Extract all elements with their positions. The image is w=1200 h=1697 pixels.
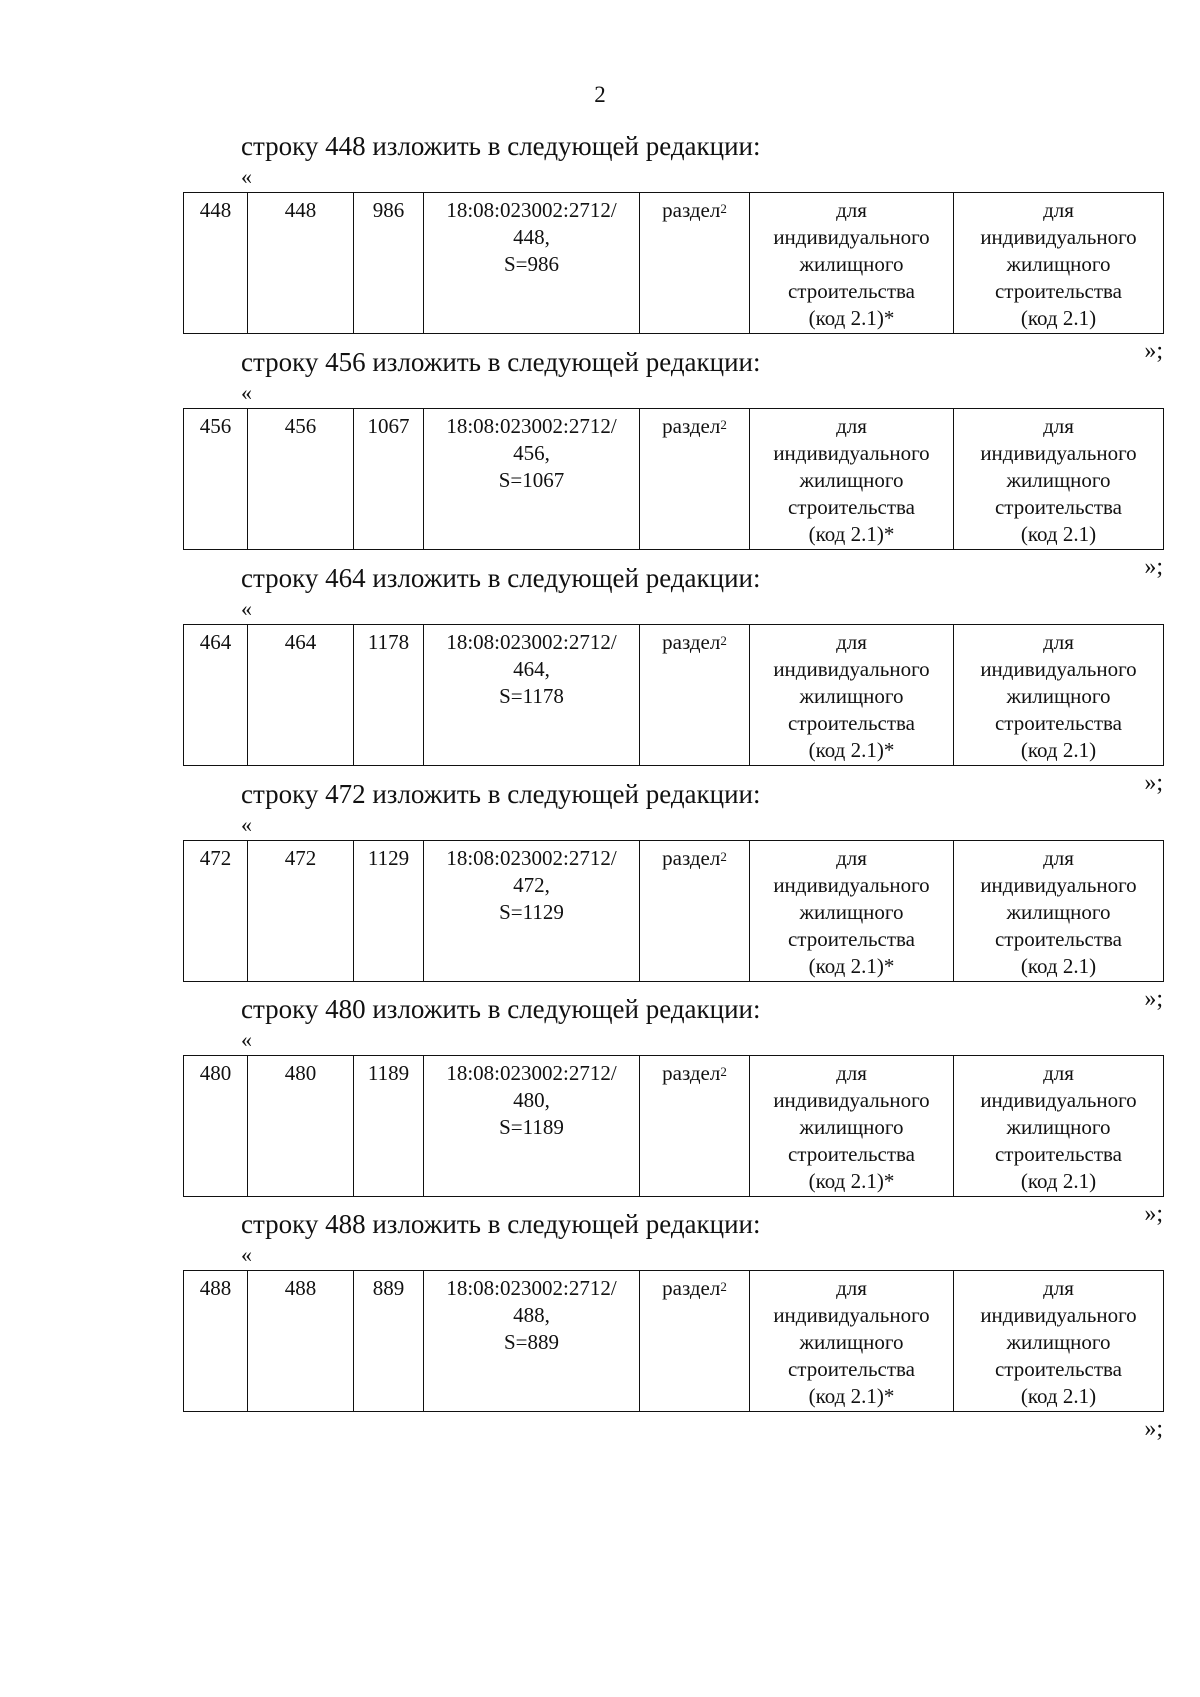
amendment-block bbox=[183, 346, 1163, 582]
opening-quote: « bbox=[241, 596, 252, 621]
closing-quote: »; bbox=[1144, 770, 1163, 796]
cell-line: строительства bbox=[787, 927, 915, 951]
cell-line: (код 2.1)* bbox=[808, 1384, 895, 1408]
permitted-use-new-cell bbox=[954, 1056, 1164, 1197]
cell-line: (код 2.1)* bbox=[808, 522, 895, 546]
permitted-use-cell bbox=[750, 193, 954, 334]
cell-line: 488, bbox=[513, 1303, 550, 1327]
cadastral-cell bbox=[424, 1271, 640, 1412]
cell-line: индивидуального bbox=[773, 1088, 930, 1112]
cell-line: для bbox=[1043, 414, 1074, 438]
closing-quote: »; bbox=[1144, 554, 1163, 580]
amendment-block bbox=[183, 993, 1163, 1229]
section-cell bbox=[640, 1056, 750, 1197]
area-cell: 1189 bbox=[354, 1056, 424, 1197]
permitted-use-new-cell bbox=[954, 1271, 1164, 1412]
table-row bbox=[184, 625, 1164, 766]
row-number-cell: 472 bbox=[184, 841, 248, 982]
section-footnote-mark: 2 bbox=[720, 417, 727, 432]
cell-line: жилищного bbox=[1006, 1330, 1111, 1354]
cell-line: жилищного bbox=[1006, 252, 1111, 276]
cell-line: жилищного bbox=[799, 1330, 904, 1354]
section-cell bbox=[640, 193, 750, 334]
amendment-intro: строку 448 изложить в следующей редакции: bbox=[241, 131, 761, 161]
row-number-cell: 448 bbox=[184, 193, 248, 334]
cadastral-cell bbox=[424, 193, 640, 334]
cell-line: индивидуального bbox=[980, 441, 1137, 465]
area-cell: 1129 bbox=[354, 841, 424, 982]
cell-line: индивидуального bbox=[773, 657, 930, 681]
section-text: раздел bbox=[662, 630, 721, 654]
amendment-block bbox=[183, 562, 1163, 798]
cell-line: индивидуального bbox=[773, 225, 930, 249]
row-number-cell: 464 bbox=[184, 625, 248, 766]
cell-line: для bbox=[1043, 198, 1074, 222]
cell-line: жилищного bbox=[799, 252, 904, 276]
permitted-use-cell bbox=[750, 1056, 954, 1197]
table-row bbox=[184, 193, 1164, 334]
amendment-table bbox=[183, 1055, 1164, 1197]
cell-line: жилищного bbox=[799, 900, 904, 924]
section-footnote-mark: 2 bbox=[720, 1064, 727, 1079]
amendment-table bbox=[183, 192, 1164, 334]
cell-line: строительства bbox=[994, 495, 1122, 519]
permitted-use-new-cell bbox=[954, 193, 1164, 334]
table-row bbox=[184, 1271, 1164, 1412]
cell-line: (код 2.1) bbox=[1020, 306, 1097, 330]
cell-line: S=889 bbox=[503, 1330, 560, 1354]
cell-line: строительства bbox=[994, 1142, 1122, 1166]
section-cell bbox=[640, 841, 750, 982]
cell-line: строительства bbox=[787, 1142, 915, 1166]
cell-line: 18:08:023002:2712/ bbox=[446, 846, 617, 870]
cell-line: для bbox=[1043, 846, 1074, 870]
cell-line: S=1178 bbox=[499, 684, 564, 708]
cell-line: индивидуального bbox=[773, 873, 930, 897]
cell-line: (код 2.1) bbox=[1020, 1384, 1097, 1408]
cell-line: жилищного bbox=[799, 1115, 904, 1139]
closing-quote: »; bbox=[1144, 986, 1163, 1012]
row-number-cell: 488 bbox=[184, 1271, 248, 1412]
cadastral-cell bbox=[424, 625, 640, 766]
section-cell bbox=[640, 409, 750, 550]
cell-line: жилищного bbox=[1006, 684, 1111, 708]
cell-line: строительства bbox=[994, 927, 1122, 951]
cell-line: (код 2.1)* bbox=[808, 738, 895, 762]
section-text: раздел bbox=[662, 1276, 721, 1300]
table-row bbox=[184, 1056, 1164, 1197]
cell-line: для bbox=[836, 1276, 867, 1300]
cell-line: 18:08:023002:2712/ bbox=[446, 414, 617, 438]
amendment-block bbox=[183, 778, 1163, 1014]
cell-line: строительства bbox=[787, 1357, 915, 1381]
cell-line: 18:08:023002:2712/ bbox=[446, 1061, 617, 1085]
section-cell bbox=[640, 625, 750, 766]
opening-quote: « bbox=[241, 380, 252, 405]
cell-line: (код 2.1)* bbox=[808, 306, 895, 330]
cell-line: индивидуального bbox=[980, 225, 1137, 249]
area-cell: 1178 bbox=[354, 625, 424, 766]
amendment-block bbox=[183, 1208, 1163, 1444]
cell-line: S=1189 bbox=[499, 1115, 564, 1139]
section-footnote-mark: 2 bbox=[720, 201, 727, 216]
cell-line: для bbox=[1043, 1061, 1074, 1085]
cell-line: 456, bbox=[513, 441, 550, 465]
cell-line: 472, bbox=[513, 873, 550, 897]
amendment-table bbox=[183, 840, 1164, 982]
cell-line: жилищного bbox=[799, 684, 904, 708]
permitted-use-cell bbox=[750, 841, 954, 982]
cell-line: для bbox=[1043, 1276, 1074, 1300]
cell-line: индивидуального bbox=[773, 441, 930, 465]
cell-line: строительства bbox=[994, 1357, 1122, 1381]
cell-line: 18:08:023002:2712/ bbox=[446, 1276, 617, 1300]
closing-quote: »; bbox=[1144, 1416, 1163, 1442]
section-text: раздел bbox=[662, 198, 721, 222]
section-footnote-mark: 2 bbox=[720, 1279, 727, 1294]
cadastral-cell bbox=[424, 409, 640, 550]
section-cell bbox=[640, 1271, 750, 1412]
section-footnote-mark: 2 bbox=[720, 849, 727, 864]
plot-number-cell: 456 bbox=[248, 409, 354, 550]
cell-line: для bbox=[836, 630, 867, 654]
opening-quote: « bbox=[241, 1027, 252, 1052]
section-text: раздел bbox=[662, 846, 721, 870]
amendment-table bbox=[183, 1270, 1164, 1412]
permitted-use-new-cell bbox=[954, 409, 1164, 550]
table-row bbox=[184, 409, 1164, 550]
amendment-intro: строку 456 изложить в следующей редакции: bbox=[241, 347, 761, 377]
cell-line: для bbox=[836, 846, 867, 870]
permitted-use-new-cell bbox=[954, 625, 1164, 766]
cell-line: жилищного bbox=[1006, 1115, 1111, 1139]
plot-number-cell: 464 bbox=[248, 625, 354, 766]
cell-line: 18:08:023002:2712/ bbox=[446, 630, 617, 654]
cell-line: для bbox=[836, 198, 867, 222]
cell-line: 480, bbox=[513, 1088, 550, 1112]
cell-line: 464, bbox=[513, 657, 550, 681]
table-row bbox=[184, 841, 1164, 982]
opening-quote: « bbox=[241, 812, 252, 837]
cell-line: индивидуального bbox=[980, 873, 1137, 897]
cell-line: (код 2.1) bbox=[1020, 954, 1097, 978]
amendment-intro: строку 464 изложить в следующей редакции: bbox=[241, 563, 761, 593]
plot-number-cell: 448 bbox=[248, 193, 354, 334]
section-footnote-mark: 2 bbox=[720, 633, 727, 648]
cell-line: (код 2.1) bbox=[1020, 1169, 1097, 1193]
cell-line: индивидуального bbox=[980, 1303, 1137, 1327]
cadastral-cell bbox=[424, 841, 640, 982]
opening-quote: « bbox=[241, 164, 252, 189]
row-number-cell: 456 bbox=[184, 409, 248, 550]
cell-line: строительства bbox=[787, 495, 915, 519]
amendment-table bbox=[183, 624, 1164, 766]
cell-line: жилищного bbox=[1006, 900, 1111, 924]
cell-line: индивидуального bbox=[773, 1303, 930, 1327]
cell-line: S=1067 bbox=[498, 468, 565, 492]
amendment-intro: строку 480 изложить в следующей редакции: bbox=[241, 994, 761, 1024]
cell-line: 18:08:023002:2712/ bbox=[446, 198, 617, 222]
cell-line: S=1129 bbox=[499, 900, 564, 924]
opening-quote: « bbox=[241, 1242, 252, 1267]
amendment-intro: строку 472 изложить в следующей редакции: bbox=[241, 779, 761, 809]
area-cell: 986 bbox=[354, 193, 424, 334]
closing-quote: »; bbox=[1144, 1201, 1163, 1227]
cadastral-cell bbox=[424, 1056, 640, 1197]
cell-line: (код 2.1)* bbox=[808, 1169, 895, 1193]
cell-line: (код 2.1) bbox=[1020, 522, 1097, 546]
area-cell: 1067 bbox=[354, 409, 424, 550]
permitted-use-cell bbox=[750, 409, 954, 550]
section-text: раздел bbox=[662, 1061, 721, 1085]
cell-line: жилищного bbox=[799, 468, 904, 492]
section-text: раздел bbox=[662, 414, 721, 438]
cell-line: строительства bbox=[787, 711, 915, 735]
cell-line: S=986 bbox=[503, 252, 560, 276]
cell-line: индивидуального bbox=[980, 657, 1137, 681]
cell-line: строительства bbox=[994, 711, 1122, 735]
amendment-table bbox=[183, 408, 1164, 550]
cell-line: строительства bbox=[787, 279, 915, 303]
plot-number-cell: 480 bbox=[248, 1056, 354, 1197]
plot-number-cell: 488 bbox=[248, 1271, 354, 1412]
plot-number-cell: 472 bbox=[248, 841, 354, 982]
cell-line: (код 2.1)* bbox=[808, 954, 895, 978]
cell-line: для bbox=[1043, 630, 1074, 654]
area-cell: 889 bbox=[354, 1271, 424, 1412]
cell-line: строительства bbox=[994, 279, 1122, 303]
permitted-use-cell bbox=[750, 625, 954, 766]
closing-quote: »; bbox=[1144, 338, 1163, 364]
row-number-cell: 480 bbox=[184, 1056, 248, 1197]
cell-line: для bbox=[836, 414, 867, 438]
permitted-use-cell bbox=[750, 1271, 954, 1412]
cell-line: (код 2.1) bbox=[1020, 738, 1097, 762]
amendment-intro: строку 488 изложить в следующей редакции: bbox=[241, 1209, 761, 1239]
amendment-block bbox=[183, 130, 1163, 366]
cell-line: для bbox=[836, 1061, 867, 1085]
cell-line: индивидуального bbox=[980, 1088, 1137, 1112]
permitted-use-new-cell bbox=[954, 841, 1164, 982]
cell-line: 448, bbox=[513, 225, 550, 249]
cell-line: жилищного bbox=[1006, 468, 1111, 492]
page-number: 2 bbox=[594, 82, 606, 107]
